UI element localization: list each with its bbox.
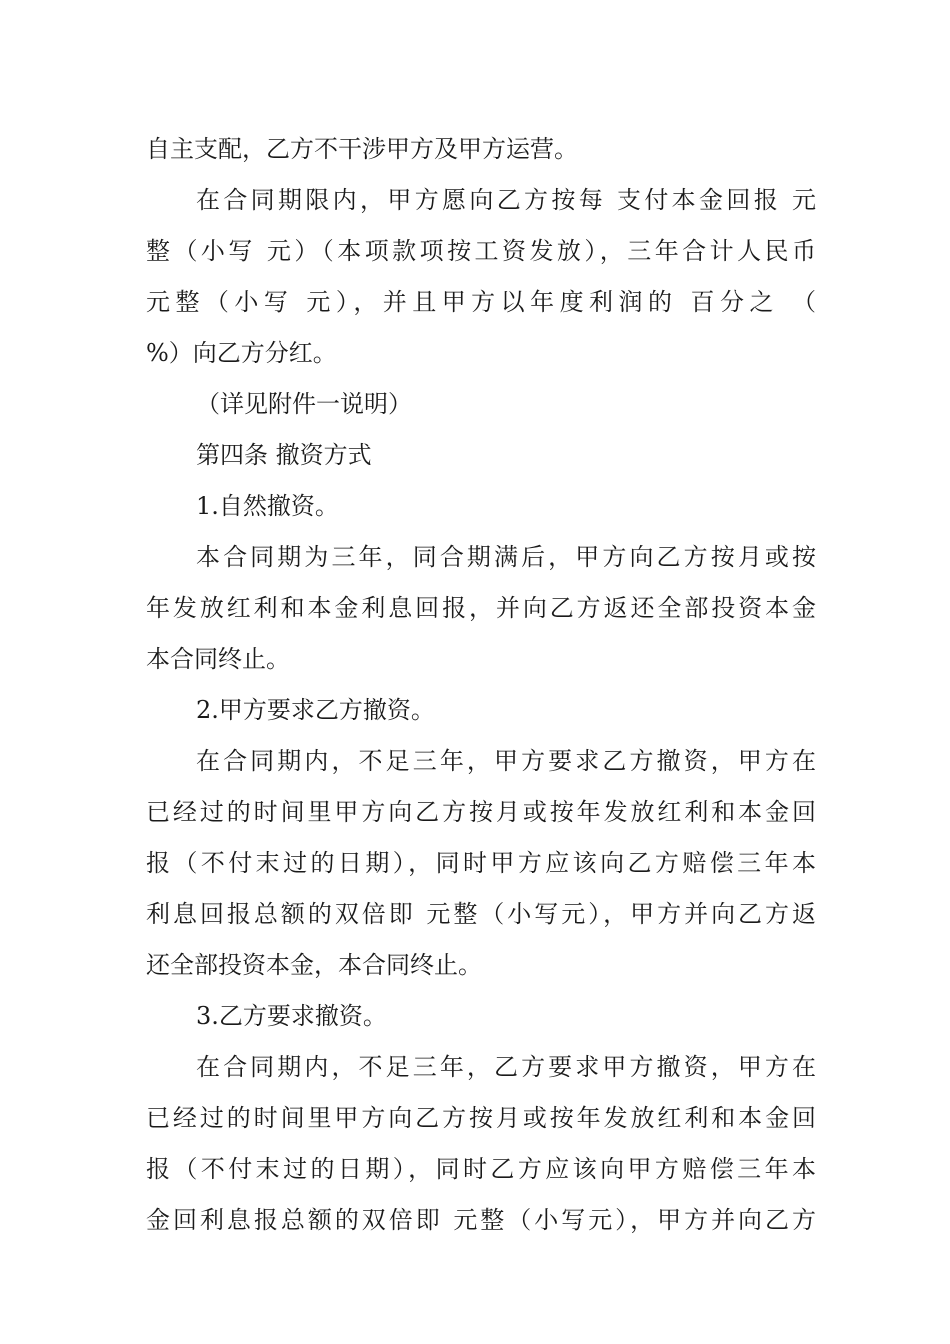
text-line: 年发放红利和本金利息回报，并向乙方返还全部投资本金 bbox=[146, 594, 816, 622]
text-line: 已经过的时间里甲方向乙方按月或按年发放红利和本金回 bbox=[146, 798, 816, 826]
list-item-heading: 1.自然撤资。 bbox=[196, 492, 339, 520]
text-line: 自主支配，乙方不干涉甲方及甲方运营。 bbox=[146, 135, 578, 163]
list-item-heading: 2.甲方要求乙方撤资。 bbox=[196, 696, 435, 724]
text-line: 元整（小写 元），并且甲方以年度利润的 百分之 （ bbox=[146, 288, 816, 316]
text-line: 利息回报总额的双倍即 元整（小写元），甲方并向乙方返 bbox=[146, 900, 816, 928]
text-line: 本合同期为三年，同合期满后，甲方向乙方按月或按 bbox=[196, 543, 816, 571]
text-line: 还全部投资本金，本合同终止。 bbox=[146, 951, 482, 979]
list-item-heading: 3.乙方要求撤资。 bbox=[196, 1002, 387, 1030]
text-line: 报（不付末过的日期），同时甲方应该向乙方赔偿三年本 bbox=[146, 849, 816, 877]
text-line: %）向乙方分红。 bbox=[146, 339, 337, 367]
text-line: 报（不付末过的日期），同时乙方应该向甲方赔偿三年本 bbox=[146, 1155, 816, 1183]
text-line: 已经过的时间里甲方向乙方按月或按年发放红利和本金回 bbox=[146, 1104, 816, 1132]
text-line: 金回利息报总额的双倍即 元整（小写元），甲方并向乙方 bbox=[146, 1206, 816, 1234]
section-heading: 第四条 撤资方式 bbox=[196, 441, 372, 469]
text-line: 在合同期内，不足三年，乙方要求甲方撤资，甲方在 bbox=[196, 1053, 816, 1081]
text-line: 在合同期内，不足三年，甲方要求乙方撤资，甲方在 bbox=[196, 747, 816, 775]
document-body bbox=[146, 124, 816, 1246]
text-line: 本合同终止。 bbox=[146, 645, 290, 673]
text-line: 在合同期限内，甲方愿向乙方按每 支付本金回报 元 bbox=[196, 186, 816, 214]
text-line: 整（小写 元）（本项款项按工资发放），三年合计人民币 bbox=[146, 237, 816, 265]
text-line: （详见附件一说明） bbox=[196, 390, 412, 418]
